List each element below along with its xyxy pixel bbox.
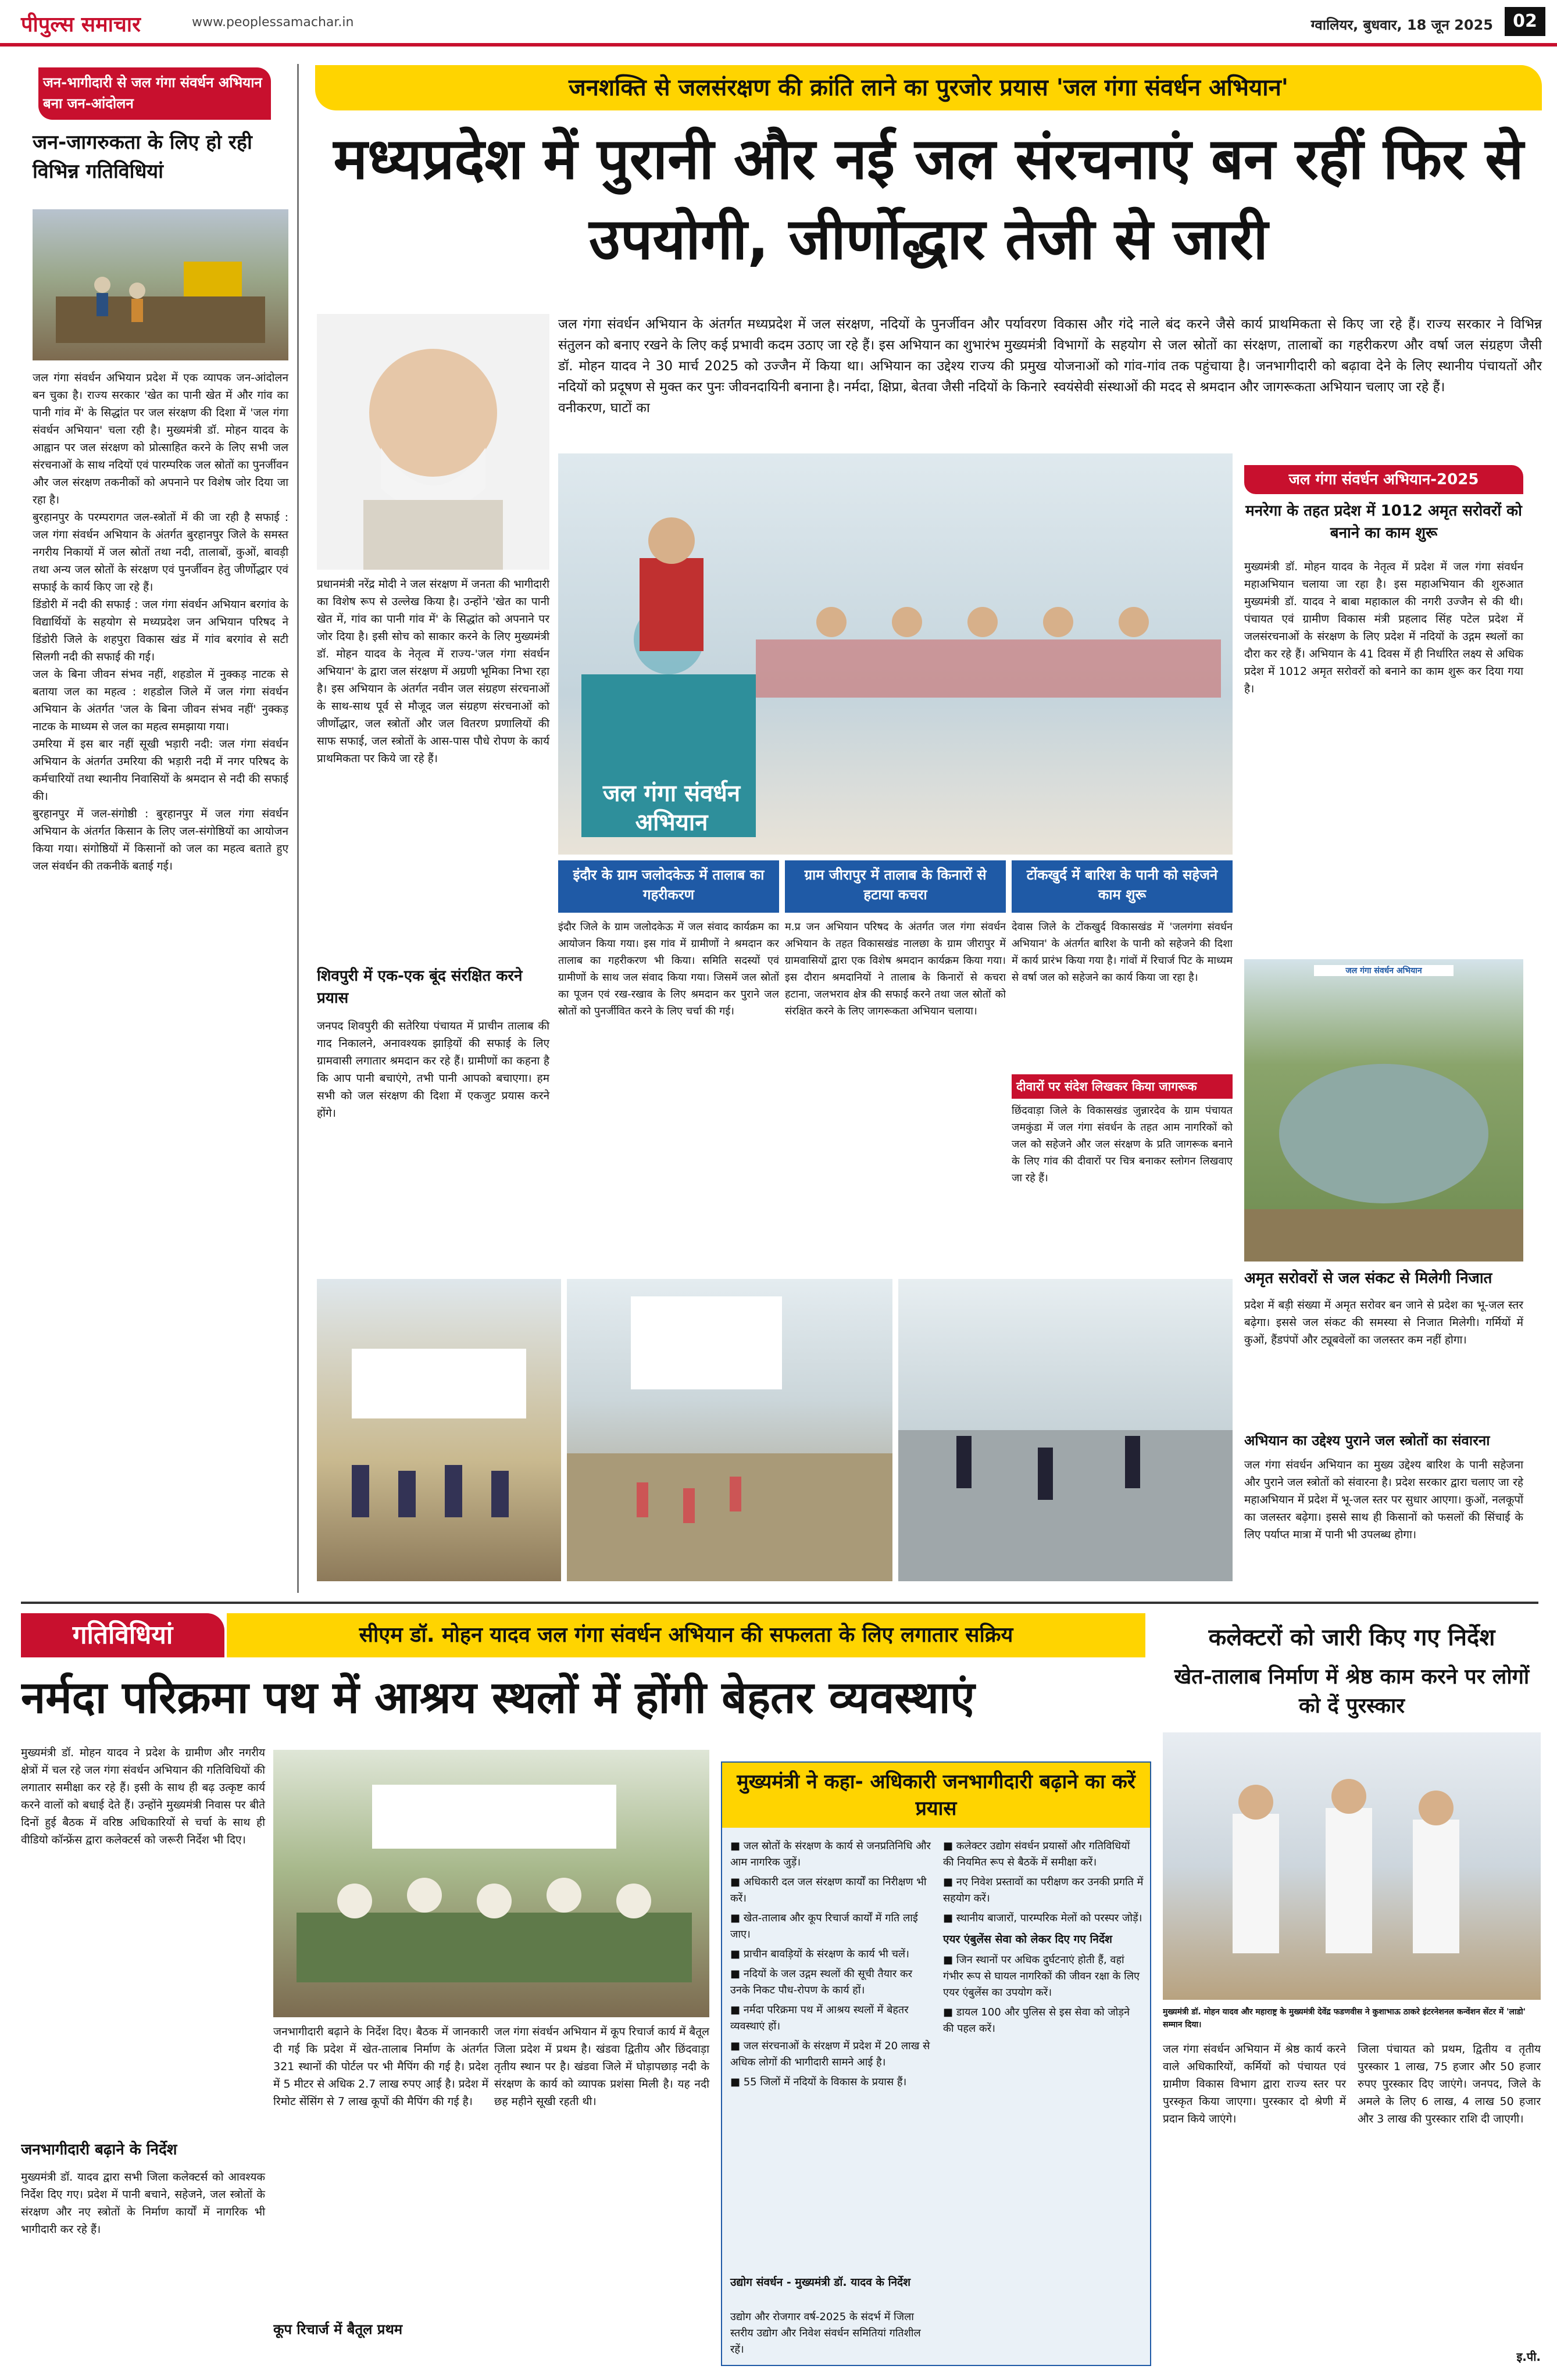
- shivpuri-title: शिवपुरी में एक-एक बूंद संरक्षित करने प्रयास: [317, 967, 523, 1007]
- excavation-illustration: [33, 209, 288, 360]
- award-photo: [1163, 1732, 1541, 2000]
- udyog-title: उद्योग संवर्धन - मुख्यमंत्री डॉ. यादव के निर्देश: [730, 2276, 911, 2289]
- bottom-mid-text: जनभागीदारी बढ़ाने के निर्देश दिए। बैठक में जानकारी दी गई कि प्रदेश में खेत-तालाब निर्माण के अंतर्गत 321 स्थानों की पोर्टल पर भी मैपिंग की गई है। प्रदेश में 5 मीटर से अधिक 2.7 लाख रुपए आई है। प्रदेश में रिमोट सेंसिंग से 7 लाख कूपों की मैपिंग की गई है।: [273, 2025, 488, 2108]
- sidebar-photo: [33, 209, 288, 360]
- cm-box-bullets-left: [730, 1838, 934, 2090]
- cm-box-title: मुख्यमंत्री ने कहा- अधिकारी जनभागीदारी बढ़ाने का करें प्रयास: [722, 1763, 1150, 1828]
- bullet-item: ■ खेत-तालाब और कूप रिचार्ज कार्यों में गति लाई जाए।: [730, 1912, 918, 1941]
- masthead: [0, 0, 1557, 47]
- award-caption: मुख्यमंत्री डॉ. मोहन यादव और महाराष्ट्र के मुख्यमंत्री देवेंद्र फडणवीस ने कुशाभाऊ ठाकरे इंटरनेशनल कन्वेंशन सेंटर में 'लाडो' सम्मान दिया।: [1163, 2007, 1526, 2029]
- pm-text: प्रधानमंत्री नरेंद्र मोदी ने जल संरक्षण में जनता की भागीदारी का विशेष रूप से उल्लेख किया है। उन्होंने 'खेत का पानी खेत में, गांव का पानी गांव में' के सिद्धांत को अपनाने पर जोर दिया है। इसी सोच को साकार करने के लिए मुख्यमंत्री डॉ. मोहन यादव के नेतृत्व में राज्य-'जल गंगा संवर्धन अभियान' के द्वारा जल संरक्षण में अग्रणी भूमिका निभा रहा है। इस अभियान के अंतर्गत नवीन जल संग्रहण संरचनाओं के साथ-साथ पूर्व से मौजूद जल संग्रहण संरचनाओं को जीर्णोद्धार, जल स्त्रोतों और जल वितरण प्रणालियों की साफ सफाई, जल स्त्रोतों के आस-पास पौधे रोपण के कार्य प्राथमिकता पर किये जा रहे हैं।: [317, 578, 549, 765]
- cm-box: [721, 1761, 1151, 2366]
- udyog-text: उद्योग और रोजगार वर्ष-2025 के संदर्भ में जिला स्तरीय उद्योग और निवेश संवर्धन समितियां गतिशील रहें।: [730, 2311, 921, 2356]
- box-indore-text: इंदौर जिले के ग्राम जलोदकेऊ में जल संवाद कार्यक्रम का आयोजन किया गया। इस गांव में ग्रामीणों ने श्रमदान कर तालाब का गहरीकरण भी किया। समिति सदस्यों एवं ग्रामीणों के साथ जल संवाद किया गया। जिसमें जल स्रोतों का पूजन एवं रख-रखाव के लिए श्रमदान कर पुराने जल स्रोतों को पुनर्जीवित करने के लिए चर्चा की गई।: [558, 921, 779, 1017]
- website: www.peoplessamachar.in: [192, 15, 354, 30]
- dewar-text: छिंदवाड़ा जिले के विकासखंड जुन्नारदेव के ग्राम पंचायत जमकुंडा में जल गंगा संवर्धन के तहत आम नागरिकों को जल को सहेजने और जल संरक्षण के प्रति जागरूक बनाने के लिए गांव की दीवारों पर चित्र बनाकर स्लोगन लिखवाए जा रहे हैं।: [1012, 1105, 1233, 1184]
- dateline: ग्वालियर, बुधवार, 18 जून 2025: [1310, 17, 1493, 33]
- box-jirapur: [785, 860, 1006, 1232]
- air-ambulance-title: एयर एंबुलेंस सेवा को लेकर दिए गए निर्देश: [943, 1933, 1112, 1946]
- stage-photo: [558, 453, 1233, 855]
- bottom-left-sub-text: मुख्यमंत्री डॉ. यादव द्वारा सभी जिला कलेक्टर्स को आवश्यक निर्देश दिए गए। प्रदेश में पानी बचाने, सहेजने, जल स्त्रोतों के संरक्षण और नए स्त्रोतों के निर्माण कार्यों में नागरिक भी भागीदारी कर रहे हैं।: [21, 2171, 265, 2236]
- coll-text-left: जल गंगा संवर्धन अभियान में श्रेष्ठ कार्य करने वाले अधिकारियों, कर्मियों को पंचायत एवं ग्रामीण विकास विभाग द्वारा राज्य स्तर पर पुरस्कृत किया जाएगा। पुरस्कार दो श्रेणी में प्रदान किये जाएंगे।: [1163, 2043, 1346, 2125]
- stage-banner-text: जल गंगा संवर्धन अभियान: [602, 780, 741, 836]
- right-text: मुख्यमंत्री डॉ. मोहन यादव के नेतृत्व में प्रदेश में जल गंगा संवर्धन महाअभियान चलाया जा रहा है। इस महाअभियान की शुरुआत मुख्यमंत्री डॉ. यादव ने बाबा महाकाल की नगरी उज्जैन से की थी। पंचायत एवं ग्रामीण विकास मंत्री प्रहलाद सिंह पटेल प्रदेश में जलसंरचनाओं के संरक्षण के लिए प्रदेश में नदियों के उद्गम स्थलों का दौरा कर रहे हैं। अभियान के 41 दिवस में ही निर्धारित लक्ष्य से अधिक प्रदेश में 1012 अमृत सरोवरों को बनाने का काम शुरू कर दिया गया है।: [1244, 560, 1523, 695]
- bullet-item: ■ डायल 100 और पुलिस से इस सेवा को जोड़ने की पहल करें।: [943, 2006, 1130, 2035]
- bullet-item: ■ नर्मदा परिक्रमा पथ में आश्रय स्थलों में बेहतर व्यवस्थाएं हों।: [730, 2004, 909, 2032]
- top-headline: मध्यप्रदेश में पुरानी और नई जल संरचनाएं बन रहीं फिर से उपयोगी, जीर्णोद्धार तेजी से जारी: [333, 126, 1524, 273]
- box-tonk-text: देवास जिले के टोंकखुर्द विकासखंड में 'जलगंगा संवर्धन अभियान' के अंतर्गत बारिश के पानी को सहेजने की दिशा में कार्य प्रारंभ किया गया है। गांवों में रिचार्ज पिट के माध्यम से वर्षा जल को सहेजने का कार्य किया जा रहा है।: [1012, 921, 1233, 984]
- cm-box-right: [943, 1838, 1144, 2040]
- bullet-item: ■ नए निवेश प्रस्तावों का परीक्षण कर उनकी प्रगति में सहयोग करें।: [943, 1876, 1144, 1904]
- coll-title: कलेक्टरों को जारी किए गए निर्देश: [1208, 1624, 1495, 1651]
- bullet-item: ■ कलेक्टर उद्योग संवर्धन प्रयासों और गतिविधियों की नियमित रूप से बैठकें में समीक्षा करें।: [943, 1840, 1130, 1868]
- bullet-item: ■ 55 जिलों में नदियों के विकास के प्रयास हैं।: [730, 2076, 907, 2088]
- right-tag: जल गंगा संवर्धन अभियान-2025: [1244, 465, 1523, 494]
- nijat-text: प्रदेश में बड़ी संख्या में अमृत सरोवर बन जाने से प्रदेश का भू-जल स्तर बढ़ेगा। इससे जल संकट की समस्या से निजात मिलेगी। गर्मियों में कुओं, हैंडपंपों और ट्यूबवेलों का जलस्तर कम नहीं होगा।: [1244, 1299, 1523, 1346]
- intro-right: विकास और गंदे नाले बंद करने जैसे कार्य प्राथमिकता से किए जा रहे हैं। राज्य सरकार ने विभिन्न विभागों के सहयोग से जल स्रोतों का संरक्षण, तालाबों का गहरीकरण और वर्षा जल संग्रहण जैसी योजनाओं को गांव-गांव तक पहुंचाया है। जनभागीदारी को बढ़ावा देने के लिए स्थानीय पंचायतों और स्वयंसेवी संस्थाओं की मदद से श्रमदान और जागरूकता अभियान चलाए जा रहे हैं।: [1054, 317, 1542, 395]
- bottom-headline: नर्मदा परिक्रमा पथ में आश्रय स्थलों में होंगी बेहतर व्यवस्थाएं: [21, 1671, 975, 1723]
- section-rule: [21, 1602, 1538, 1604]
- intro-left: जल गंगा संवर्धन अभियान के अंतर्गत मध्यप्रदेश में जल संरक्षण, नदियों के पुनर्जीवन और पर्यावरण संतुलन को बनाए रखने के लिए कई प्रभावी कदम उठाए जा रहे हैं। इस अभियान का शुभारंभ मुख्यमंत्री डॉ. मोहन यादव ने 30 मार्च 2025 को उज्जैन में किया था। अभियान का उद्देश्य राज्य की प्रमुख नदियों को प्रदूषण से मुक्त कर पुनः जीवनदायिनी बनाना है। नर्मदा, क्षिप्रा, बेतवा जैसी नदियों के किनारे वनीकरण, घाटों का: [558, 317, 1047, 416]
- box-indore: [558, 860, 779, 1232]
- nijat-title: अमृत सरोवरों से जल संकट से मिलेगी निजात: [1244, 1270, 1492, 1287]
- box-jirapur-text: म.प्र जन अभियान परिषद के अंतर्गत जल गंगा संवर्धन अभियान के तहत विकासखंड नालछा के ग्राम जीरापुर में ग्रामवासियों द्वारा एक विशेष श्रमदान कार्यक्रम किया गया। इस दौरान श्रमदानियों ने तालाब के किनारों से कचरा हटाना, जलभराव क्षेत्र की सफाई करने तथा जल स्रोतों को संरक्षित करने के लिए जागरूकता अभियान चलाया।: [785, 921, 1006, 1017]
- sidebar: [21, 64, 299, 1593]
- sidebar-heading: जन-जागरुकता के लिए हो रही विभिन्न गतिविधियां: [33, 131, 252, 183]
- uddeshya-text: जल गंगा संवर्धन अभियान का मुख्य उद्देश्य बारिश के पानी सहेजना और पुराने जल स्त्रोतों को संवारना है। प्रदेश सरकार द्वारा चलाए जा रहे महाअभियान में प्रदेश में भू-जल स्तर पर सुधार आएगा। कुओं, नलकूपों का जलस्तर बढ़ेगा। इससे साथ ही किसानों को फसलों की सिंचाई के लिए पर्याप्त मात्रा में पानी भी उपलब्ध होगा।: [1244, 1459, 1523, 1541]
- bullet-item: ■ अधिकारी दल जल संरक्षण कार्यों का निरीक्षण भी करें।: [730, 1876, 927, 1904]
- coll-sub: खेत-तालाब निर्माण में श्रेष्ठ काम करने पर लोगों को दें पुरस्कार: [1174, 1665, 1530, 1718]
- kup-title: कूप रिचार्ज में बैतूल प्रथम: [273, 2321, 403, 2338]
- bullet-item: ■ प्राचीन बावड़ियों के संरक्षण के कार्य भी चलें।: [730, 1948, 909, 1960]
- cm-box-left: [730, 1838, 934, 2094]
- bottom-tag: गतिविधियां: [21, 1613, 224, 1657]
- sidebar-label: जन-भागीदारी से जल गंगा संवर्धन अभियान बना जन-आंदोलन: [38, 67, 271, 120]
- activity-photo-2: [567, 1279, 892, 1581]
- air-ambulance-bullets: [943, 1952, 1144, 2037]
- right-title: मनरेगा के तहत प्रदेश में 1012 अमृत सरोवरों को बनाने का काम शुरू: [1245, 502, 1522, 542]
- dewar-title: दीवारों पर संदेश लिखकर किया जागरूक: [1012, 1074, 1233, 1099]
- bottom-kicker: सीएम डॉ. मोहन यादव जल गंगा संवर्धन अभियान की सफलता के लिए लगातार सक्रिय: [227, 1613, 1145, 1657]
- coll-text-right: जिला पंचायत को प्रथम, द्वितीय व तृतीय पुरस्कार 1 लाख, 75 हजार और 50 हजार रुपए पुरस्कार दिए जाएंगे। जनपद, जिले के अमले के लिए 6 लाख, 4 लाख 50 हजार और 3 लाख की पुरस्कार राशि दी जाएगी।: [1358, 2043, 1541, 2125]
- box-tonk: [1012, 860, 1233, 1256]
- bullet-item: ■ स्थानीय बाजारों, पारम्परिक मेलों को परस्पर जोड़ें।: [943, 1912, 1142, 1924]
- top-banner-text: जनशक्ति से जलसंरक्षण की क्रांति लाने का पुरजोर प्रयास 'जल गंगा संवर्धन अभियान': [568, 74, 1289, 101]
- box-tonk-title: टोंकखुर्द में बारिश के पानी को सहेजने काम शुरू: [1012, 860, 1233, 913]
- page-number: 02: [1505, 7, 1545, 36]
- sidebar-text: जल गंगा संवर्धन अभियान प्रदेश में एक व्यापक जन-आंदोलन बन चुका है। राज्य सरकार 'खेत का पानी खेत में और गांव का पानी गांव में' के सिद्धांत पर जल संरक्षण की दिशा में 'जल गंगा संवर्धन अभियान' चला रही है। मुख्यमंत्री डॉ. मोहन यादव के आह्वान पर जल संरक्षण को प्रोत्साहित करने के लिए सभी जल संरचनाओं के साथ नदियों एवं पारम्परिक जल स्रोतों का पुनर्जीवन और जल संरक्षण तकनीकों को अपनाने पर विशेष जोर दिया जा रहा है। बुरहानपुर के परम्परागत जल-स्त्रोतों में की जा रही है सफाई : जल गंगा संवर्धन अभियान के अंतर्गत बुरहानपुर जिले के समस्त नगरीय निकायों में जल स्रोतों तथा नदी, तालाबों, कुओं, बावड़ी तथा अन्य जल स्रोतों के संरक्षण एवं पुनर्जीवन हेतु जीर्णोद्धार एवं सफाई के कार्य किए जा रहे हैं। डिंडोरी में नदी की सफाई : जल गंगा संवर्धन अभियान बरगांव के विद्यार्थियों के सहयोग से मध्यप्रदेश जन अभियान परिषद ने डिंडोरी जिले के शहपुरा विकास खंड में गांव बरगांव से सटी सिलगी नदी की सफाई की गई। जल के बिना जीवन संभव नहीं, शहडोल में नुक्कड़ नाटक से बताया जल का महत्व : शहडोल जिले में जल गंगा संवर्धन अभियान के अंतर्गत 'जल के बिना जीवन संभव नहीं' नुक्कड़ नाटक के माध्यम से जल का महत्व समझाया गया। उमरिया में इस बार नहीं सूखी भड़ारी नदी: जल गंगा संवर्धन अभियान के अंतर्गत उमरिया की भड़ारी नदी में नगर परिषद के कर्मचारियों तथा स्थानीय निवासियों के श्रमदान से नदी की सफाई की। बुरहानपुर में जल-संगोष्ठी : बुरहानपुर में जल गंगा संवर्धन अभियान के अंतर्गत किसान के लिए जल-संगोष्ठियों का आयोजन किया गया। संगोष्ठियों में किसानों को जल का महत्व बताते हुए जल संवर्धन की तकनीकें बताई गई।: [33, 371, 288, 873]
- top-banner: [315, 65, 1542, 110]
- pond-banner: जल गंगा संवर्धन अभियान: [1314, 965, 1454, 976]
- pond-photo: [1244, 959, 1523, 1262]
- activity-photo-1: [317, 1279, 561, 1581]
- bullet-item: ■ जल संरचनाओं के संरक्षण में प्रदेश में 20 लाख से अधिक लोगों की भागीदारी सामने आई है।: [730, 2040, 930, 2068]
- bottom-left-sub: जनभागीदारी बढ़ाने के निर्देश: [21, 2141, 177, 2159]
- box-indore-title: इंदौर के ग्राम जलोदकेऊ में तालाब का गहरीकरण: [558, 860, 779, 913]
- shivpuri-text: जनपद शिवपुरी की सतेरिया पंचायत में प्राचीन तालाब की गाद निकालने, अनावश्यक झाड़ियों की सफाई के लिए ग्रामवासी लगातार श्रमदान कर रहे हैं। ग्रामीणों का कहना है कि आप पानी बचाएंगे, तभी पानी आपको बचाएगा। हम सभी को जल संरक्षण की दिशा में एकजुट प्रयास करने होंगे।: [317, 1020, 549, 1120]
- bottom-left-text: मुख्यमंत्री डॉ. मोहन यादव ने प्रदेश के ग्रामीण और नगरीय क्षेत्रों में चल रहे जल गंगा संवर्धन अभियान की गतिविधियों की लगातार समीक्षा कर रहे हैं। इसी के साथ ही बढ़ उत्कृष्ट कार्य करने वालों को बधाई देते हैं। उन्होंने मुख्यमंत्री निवास पर बीते दिनों हुई बैठक में वरिष्ठ अधिकारियों से चर्चा के साथ ही वीडियो कॉन्फ्रेंस द्वारा कलेक्टर्स को जरूरी निर्देश भी दिए।: [21, 1746, 265, 1846]
- signoff: इ.पी.: [1516, 2350, 1541, 2364]
- bullet-item: ■ जल स्रोतों के संरक्षण के कार्य से जनप्रतिनिधि और आम नागरिक जुड़ें।: [730, 1840, 931, 1868]
- box-jirapur-title: ग्राम जीरापुर में तालाब के किनारों से हटाया कचरा: [785, 860, 1006, 913]
- cm-box-bullets-right: [943, 1838, 1144, 1927]
- masthead-logo: पीपुल्स समाचार: [21, 13, 141, 37]
- pm-photo: [317, 314, 549, 570]
- meeting-photo: [273, 1750, 709, 2017]
- bullet-item: ■ जिन स्थानों पर अधिक दुर्घटनाएं होती हैं, वहां गंभीर रूप से घायल नागरिकों की जीवन रक्षा के लिए एयर एंबुलेंस का उपयोग करें।: [943, 1954, 1140, 1999]
- kup-text: जल गंगा संवर्धन अभियान में कूप रिचार्ज कार्य में बैतूल जिला प्रदेश में प्रथम है। खंडवा द्वितीय और छिंदवाड़ा तृतीय स्थान पर है। खंडवा जिले में घोड़ापछाड़ नदी के संरक्षण के कार्य को व्यापक प्रशंसा मिली है। यह नदी छह महीने सूखी रहती थी।: [494, 2025, 709, 2108]
- activity-photo-3: [898, 1279, 1233, 1581]
- uddeshya-title: अभियान का उद्देश्य पुराने जल स्त्रोतों का संवारना: [1244, 1432, 1490, 1449]
- bullet-item: ■ नदियों के जल उद्गम स्थलों की सूची तैयार कर उनके निकट पौध-रोपण के कार्य हों।: [730, 1968, 913, 1996]
